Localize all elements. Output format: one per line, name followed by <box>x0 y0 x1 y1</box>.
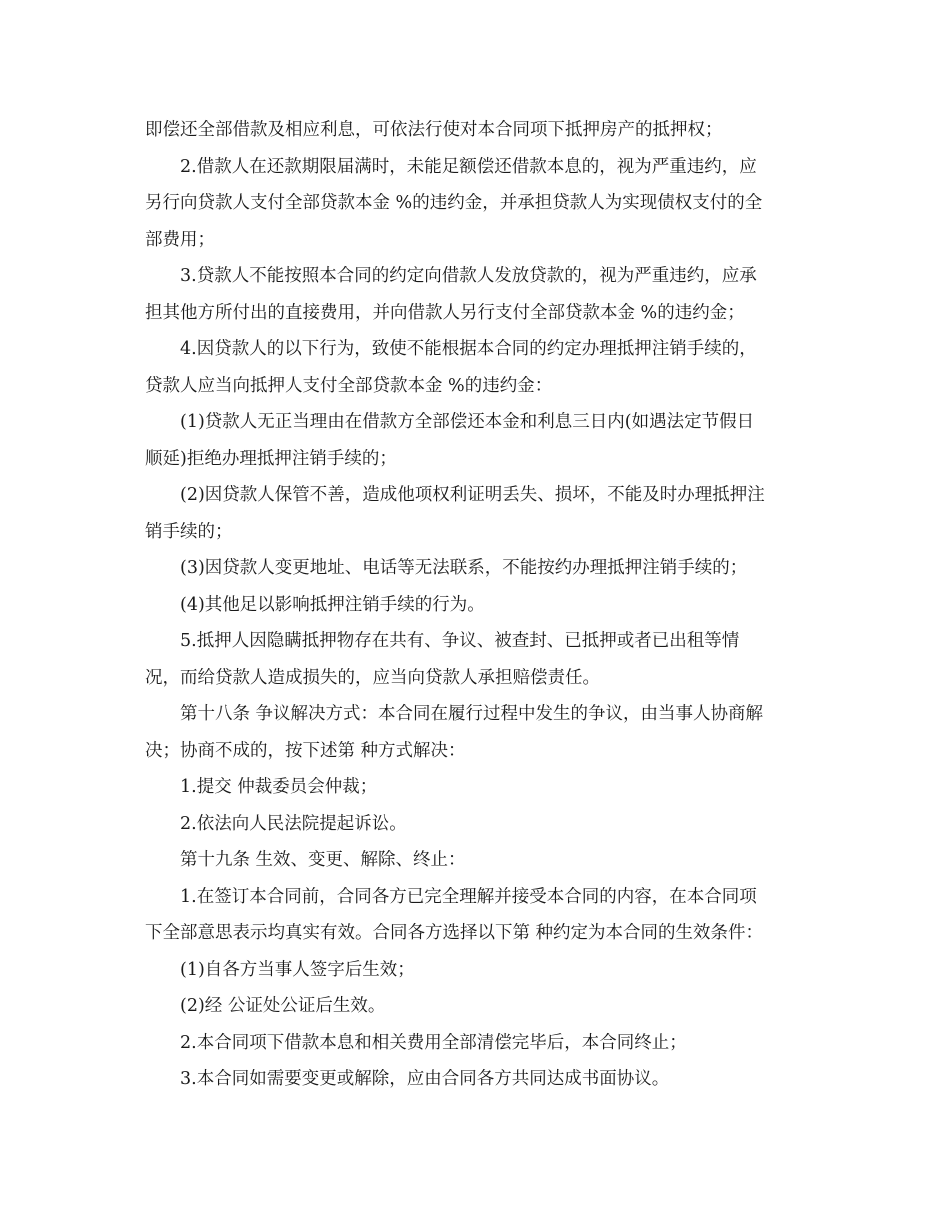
text-line: 即偿还全部借款及相应利息，可依法行使对本合同项下抵押房产的抵押权； <box>145 120 723 140</box>
text-line: 贷款人应当向抵押人支付全部贷款本金 %的违约金： <box>145 375 553 396</box>
text-line: 另行向贷款人支付全部贷款本金 %的违约金，并承担贷款人为实现债权支付的全 <box>145 193 763 213</box>
text-line: 1.提交 仲裁委员会仲裁； <box>180 777 378 797</box>
text-line: 2.本合同项下借款本息和相关费用全部清偿完毕后，本合同终止； <box>180 1032 687 1053</box>
text-line: 顺延)拒绝办理抵押注销手续的； <box>145 448 397 469</box>
text-line: (2)因贷款人保管不善，造成他项权利证明丢失、损坏，不能及时办理抵押注 <box>180 485 765 505</box>
text-line: 担其他方所付出的直接费用，并向借款人另行支付全部贷款本金 %的违约金； <box>145 302 745 323</box>
text-line: 3.本合同如需要变更或解除，应由合同各方共同达成书面协议。 <box>180 1069 670 1089</box>
text-line: 第十九条 生效、变更、解除、终止： <box>180 850 466 870</box>
document-body <box>145 112 810 1098</box>
text-line: 2.依法向人民法院提起诉讼。 <box>180 813 407 834</box>
text-line: 部费用； <box>145 229 215 250</box>
text-line: (1)自各方当事人签字后生效； <box>180 959 415 980</box>
text-line: 3.贷款人不能按照本合同的约定向借款人发放贷款的，视为严重违约，应承 <box>180 266 757 286</box>
text-line: 1.在签订本合同前，合同各方已完全理解并接受本合同的内容，在本合同项 <box>180 886 757 907</box>
text-line: (3)因贷款人变更地址、电话等无法联系，不能按约办理抵押注销手续的； <box>180 558 748 578</box>
text-line: 况，而给贷款人造成损失的，应当向贷款人承担赔偿责任。 <box>145 667 600 688</box>
text-line: 下全部意思表示均真实有效。合同各方选择以下第 种约定为本合同的生效条件： <box>145 923 764 943</box>
text-line: (2)经 公证处公证后生效。 <box>180 996 386 1016</box>
text-line: 4.因贷款人的以下行为，致使不能根据本合同的约定办理抵押注销手续的， <box>180 339 757 359</box>
text-line: (4)其他足以影响抵押注销手续的行为。 <box>180 594 485 615</box>
text-line: 决；协商不成的，按下述第 种方式解决： <box>145 740 466 761</box>
text-line: 2.借款人在还款期限届满时，未能足额偿还借款本息的，视为严重违约，应 <box>180 156 757 177</box>
text-line: 销手续的； <box>145 521 233 542</box>
text-line: 5.抵押人因隐瞒抵押物存在共有、争议、被查封、已抵押或者已出租等情 <box>180 631 740 651</box>
text-line: 第十八条 争议解决方式：本合同在履行过程中发生的争议，由当事人协商解 <box>180 704 764 724</box>
text-line: (1)贷款人无正当理由在借款方全部偿还本金和利息三日内(如遇法定节假日 <box>180 412 755 432</box>
